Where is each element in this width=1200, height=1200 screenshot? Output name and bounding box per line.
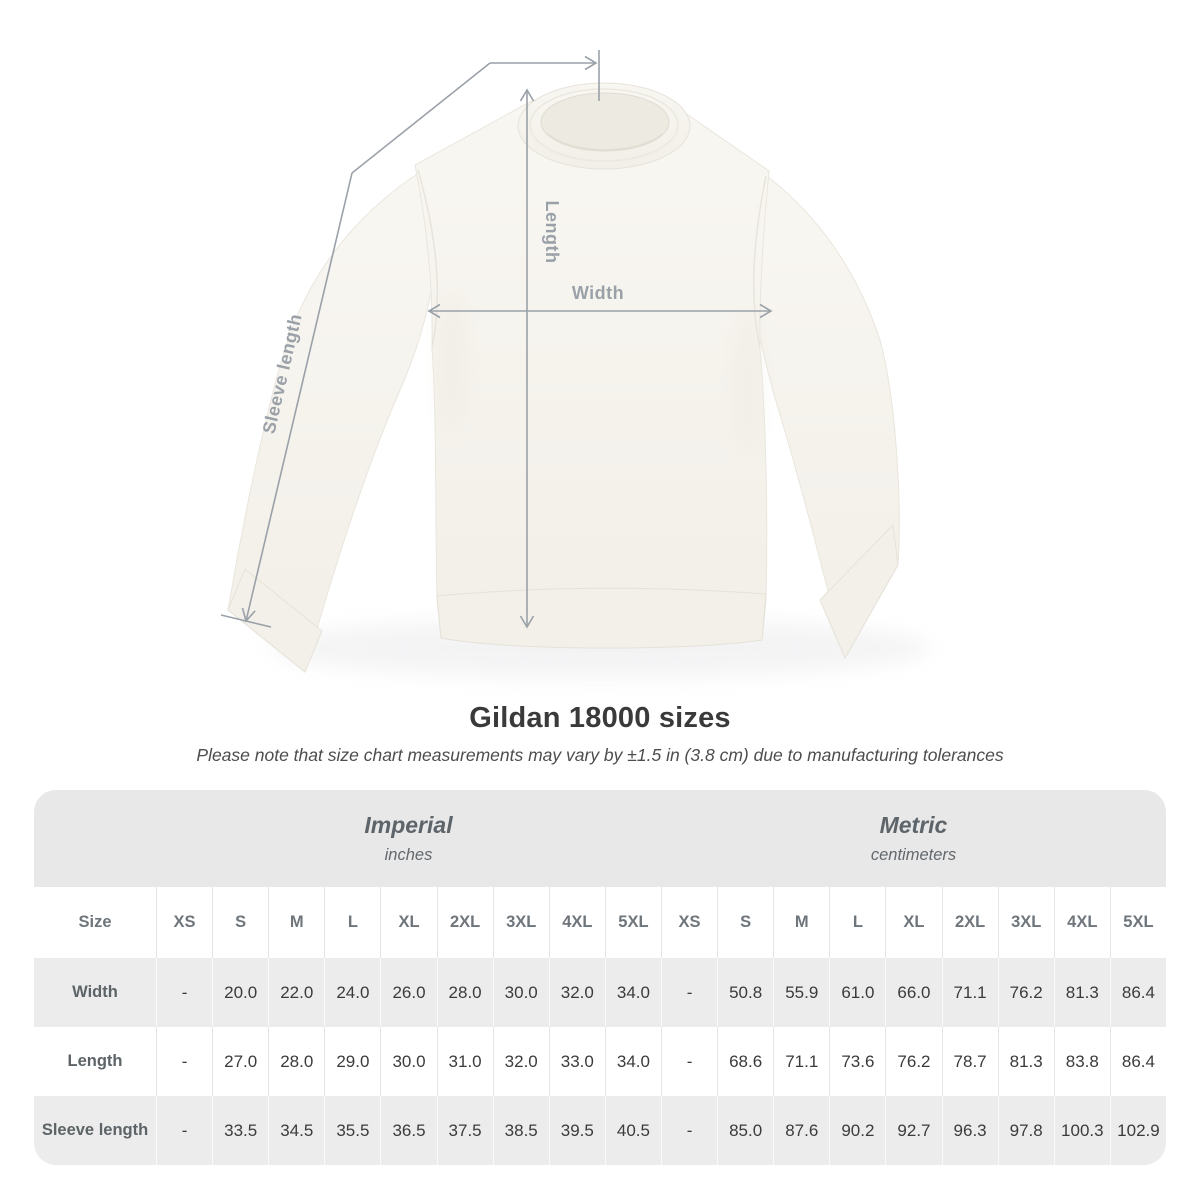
value-cell: - bbox=[156, 958, 212, 1027]
size-header-imperial: XL bbox=[380, 887, 436, 958]
value-cell: 34.5 bbox=[268, 1096, 324, 1165]
value-cell: 39.5 bbox=[549, 1096, 605, 1165]
value-cell: 102.9 bbox=[1110, 1096, 1166, 1165]
value-cell: 76.2 bbox=[998, 958, 1054, 1027]
value-cell: 33.0 bbox=[549, 1027, 605, 1096]
size-header-imperial: 3XL bbox=[493, 887, 549, 958]
size-header-imperial: M bbox=[268, 887, 324, 958]
size-chart-table bbox=[34, 790, 1166, 1165]
waistband bbox=[437, 588, 766, 648]
value-cell: 87.6 bbox=[773, 1096, 829, 1165]
metric-header bbox=[661, 790, 1166, 887]
value-cell: 81.3 bbox=[998, 1027, 1054, 1096]
unit-header-row bbox=[34, 790, 1166, 887]
value-cell: 81.3 bbox=[1054, 958, 1110, 1027]
size-header-metric: 5XL bbox=[1110, 887, 1166, 958]
size-chart-table-grid bbox=[34, 790, 1166, 1165]
row-label: Length bbox=[34, 1027, 156, 1096]
imperial-sublabel: inches bbox=[384, 846, 433, 864]
size-header-metric: M bbox=[773, 887, 829, 958]
value-cell: 34.0 bbox=[605, 958, 661, 1027]
value-cell: 78.7 bbox=[942, 1027, 998, 1096]
value-cell: 86.4 bbox=[1110, 1027, 1166, 1096]
value-cell: 71.1 bbox=[942, 958, 998, 1027]
value-cell: 100.3 bbox=[1054, 1096, 1110, 1165]
value-cell: 30.0 bbox=[380, 1027, 436, 1096]
value-cell: 29.0 bbox=[324, 1027, 380, 1096]
measurement-row bbox=[34, 1096, 1166, 1165]
value-cell: - bbox=[661, 1027, 717, 1096]
value-cell: 28.0 bbox=[268, 1027, 324, 1096]
value-cell: 26.0 bbox=[380, 958, 436, 1027]
imperial-header bbox=[156, 790, 661, 887]
size-header-metric: 4XL bbox=[1054, 887, 1110, 958]
value-cell: 55.9 bbox=[773, 958, 829, 1027]
value-cell: 40.5 bbox=[605, 1096, 661, 1165]
size-header-imperial: XS bbox=[156, 887, 212, 958]
value-cell: 66.0 bbox=[885, 958, 941, 1027]
value-cell: 32.0 bbox=[493, 1027, 549, 1096]
value-cell: 68.6 bbox=[717, 1027, 773, 1096]
size-header-row bbox=[34, 887, 1166, 958]
value-cell: 90.2 bbox=[829, 1096, 885, 1165]
value-cell: 85.0 bbox=[717, 1096, 773, 1165]
value-cell: 37.5 bbox=[437, 1096, 493, 1165]
fold-shade-right bbox=[736, 310, 760, 450]
size-header-imperial: S bbox=[212, 887, 268, 958]
size-header-metric: 2XL bbox=[942, 887, 998, 958]
value-cell: 28.0 bbox=[437, 958, 493, 1027]
page-title: Gildan 18000 sizes bbox=[469, 702, 731, 734]
value-cell: 33.5 bbox=[212, 1096, 268, 1165]
metric-label: Metric bbox=[879, 812, 948, 838]
sleeve-length-label: Sleeve length bbox=[258, 311, 306, 436]
value-cell: 73.6 bbox=[829, 1027, 885, 1096]
unit-band-spacer bbox=[34, 790, 156, 887]
value-cell: 35.5 bbox=[324, 1096, 380, 1165]
size-header-metric: 3XL bbox=[998, 887, 1054, 958]
value-cell: 24.0 bbox=[324, 958, 380, 1027]
value-cell: 50.8 bbox=[717, 958, 773, 1027]
value-cell: 30.0 bbox=[493, 958, 549, 1027]
size-header-imperial: 2XL bbox=[437, 887, 493, 958]
value-cell: 96.3 bbox=[942, 1096, 998, 1165]
value-cell: 27.0 bbox=[212, 1027, 268, 1096]
sweatshirt-illustration bbox=[228, 83, 930, 678]
value-cell: - bbox=[156, 1027, 212, 1096]
value-cell: 22.0 bbox=[268, 958, 324, 1027]
length-label: Length bbox=[542, 200, 562, 264]
value-cell: 86.4 bbox=[1110, 958, 1166, 1027]
value-cell: - bbox=[661, 958, 717, 1027]
size-header-metric: XS bbox=[661, 887, 717, 958]
size-header-imperial: 5XL bbox=[605, 887, 661, 958]
value-cell: 97.8 bbox=[998, 1096, 1054, 1165]
value-cell: 20.0 bbox=[212, 958, 268, 1027]
value-cell: - bbox=[661, 1096, 717, 1165]
value-cell: - bbox=[156, 1096, 212, 1165]
metric-sublabel: centimeters bbox=[870, 846, 957, 864]
size-header-imperial: 4XL bbox=[549, 887, 605, 958]
size-header-imperial: L bbox=[324, 887, 380, 958]
value-cell: 34.0 bbox=[605, 1027, 661, 1096]
value-cell: 32.0 bbox=[549, 958, 605, 1027]
row-label: Width bbox=[34, 958, 156, 1027]
size-header-metric: XL bbox=[885, 887, 941, 958]
measurement-row bbox=[34, 1027, 1166, 1096]
value-cell: 76.2 bbox=[885, 1027, 941, 1096]
disclaimer-text: Please note that size chart measurements may vary by ±1.5 in (3.8 cm) due to manufacturing tolerances bbox=[196, 745, 1004, 765]
size-column-header: Size bbox=[34, 887, 156, 958]
value-cell: 31.0 bbox=[437, 1027, 493, 1096]
measurement-row bbox=[34, 958, 1166, 1027]
torso bbox=[415, 92, 769, 649]
value-cell: 38.5 bbox=[493, 1096, 549, 1165]
value-cell: 61.0 bbox=[829, 958, 885, 1027]
row-label: Sleeve length bbox=[34, 1096, 156, 1165]
value-cell: 83.8 bbox=[1054, 1027, 1110, 1096]
value-cell: 92.7 bbox=[885, 1096, 941, 1165]
imperial-label: Imperial bbox=[364, 812, 453, 838]
width-label: Width bbox=[571, 283, 625, 303]
value-cell: 36.5 bbox=[380, 1096, 436, 1165]
size-header-metric: S bbox=[717, 887, 773, 958]
value-cell: 71.1 bbox=[773, 1027, 829, 1096]
size-header-metric: L bbox=[829, 887, 885, 958]
